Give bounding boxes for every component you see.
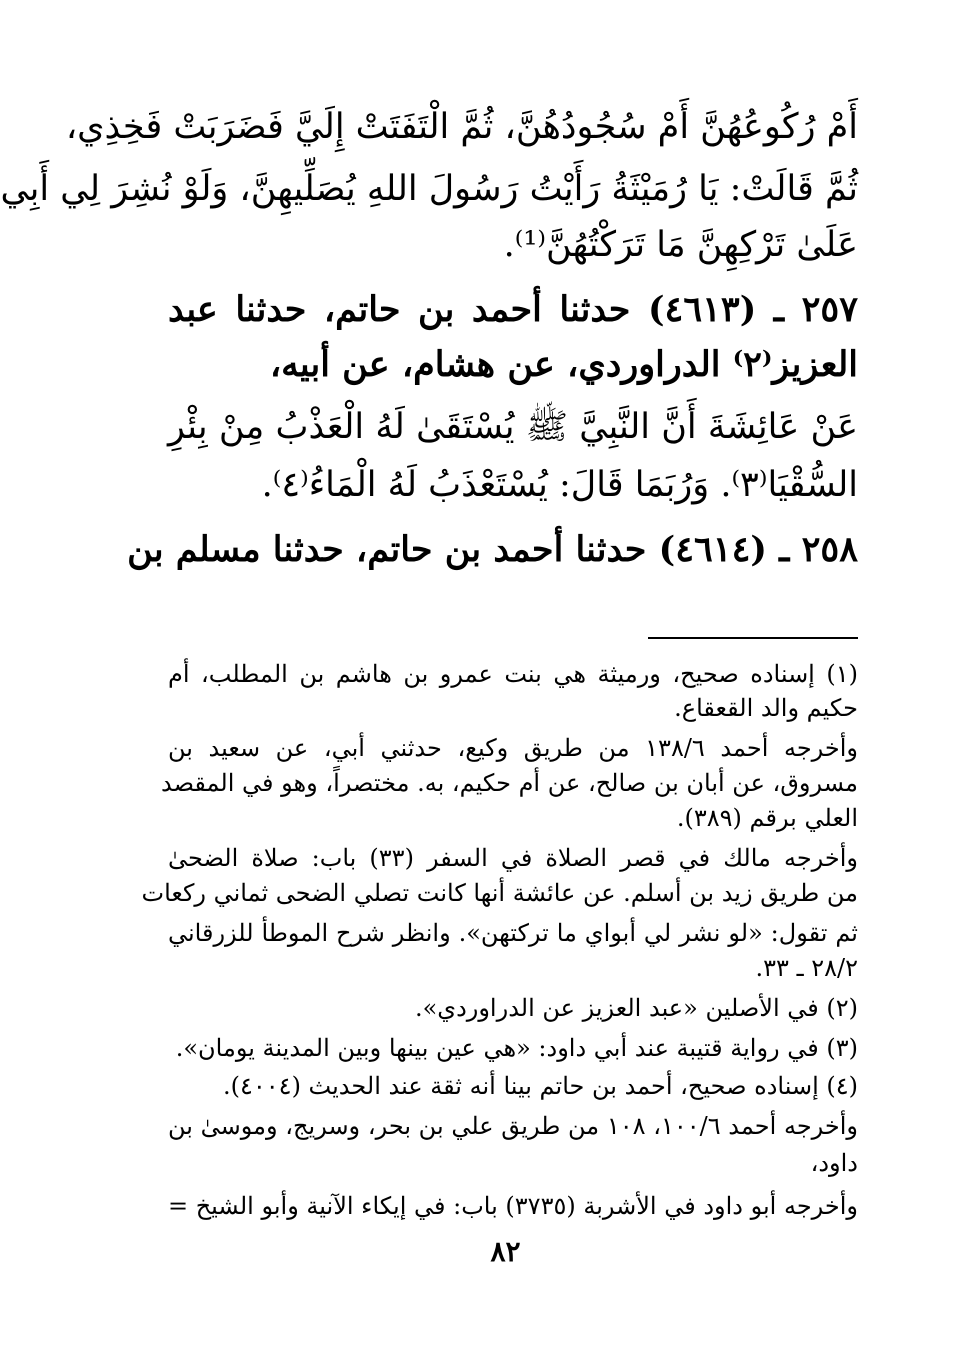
footnote-line: مسروق، عن أبان بن صالح، عن أم حكيم، به. مختصراً، وهو في المقصد <box>160 769 858 797</box>
footnote-line: وأخرجه أحمد ١٠٠/٦، ١٠٨ من طريق علي بن بحر، وسريج، وموسىٰ بن <box>168 1112 859 1140</box>
hadith-isnad-line: ٢٥٨ ـ (٤٦١٤) حدثنا أحمد بن حاتم، حدثنا مسلم بن <box>127 529 858 570</box>
hadith-matn-line: السُّقْيَا⁽٣⁾. وَرُبَمَا قَالَ: يُسْتَعْذَبُ لَهُ الْمَاءُ⁽٤⁾. <box>261 465 858 505</box>
footnote-line: (٣) في رواية قتيبة عند أبي داود: «هي عين بينها وبين المدينة يومان». <box>175 1034 858 1062</box>
footnote-line: وأخرجه مالك في قصر الصلاة في السفر (٣٣) باب: صلاة الضحىٰ <box>168 844 859 872</box>
footnote-line: وأخرجه أحمد ١٣٨/٦ من طريق وكيع، حدثني أبي، عن سعيد بن <box>168 734 858 762</box>
footnote-line: العلي برقم (٣٨٩). <box>676 804 858 832</box>
footnote-line: حكيم والد القعقاع. <box>674 694 858 722</box>
footnote-line: (١) إسناده صحيح، ورميثة هي بنت عمرو بن هاشم بن المطلب، أم <box>168 660 858 688</box>
main-text-line: ثُمَّ قَالَتْ: يَا رُمَيْثَةُ رَأَيْتُ رَسُولَ اللهِ يُصَلِّيهِنَّ، وَلَوْ نُشِرَ لِي أَبِي <box>0 169 858 209</box>
footnote-line: وأخرجه أبو داود في الأشربة (٣٧٣٥) باب: في إيكاء الآنية وأبو الشيخ = <box>167 1192 858 1220</box>
footnote-line: ٢٨/٢ ـ ٣٣. <box>755 954 858 982</box>
footnote-line: من طريق زيد بن أسلم. عن عائشة أنها كانت تصلي الضحى ثماني ركعات <box>141 879 858 907</box>
footnote-line: (٤) إسناده صحيح، أحمد بن حاتم بينا أنه ثقة عند الحديث (٤٠٠٤). <box>223 1072 858 1100</box>
footnote-line: ثم تقول: «لو نشر لي أبواي ما تركتهن». وانظر شرح الموطأ للزرقاني <box>168 919 858 947</box>
hadith-matn-line: عَنْ عَائِشَةَ أَنَّ النَّبِيَّ ﷺ يُسْتَقَىٰ لَهُ الْعَذْبُ مِنْ بِئْرِ <box>168 407 858 447</box>
main-text-line: عَلَىٰ تَرْكِهِنَّ مَا تَرَكْتُهُنَّ⁽¹⁾. <box>503 225 858 265</box>
footnote-line: (٢) في الأصلين «عبد العزيز عن الدراوردي». <box>414 994 858 1022</box>
main-text-line: أَمْ رُكُوعُهُنَّ أَمْ سُجُودُهُنَّ، ثُمَّ الْتَفَتَتْ إِلَيَّ فَضَرَبَتْ فَخِذِي، <box>65 107 858 147</box>
footnote-separator <box>648 637 858 639</box>
page-number: ٨٢ <box>490 1235 521 1268</box>
footnote-line: داود، <box>810 1149 858 1177</box>
hadith-isnad-line: العزيز⁽٢⁾ الدراوردي، عن هشام، عن أبيه، <box>269 344 858 385</box>
hadith-isnad-line: ٢٥٧ ـ (٤٦١٣) حدثنا أحمد بن حاتم، حدثنا عبد <box>168 289 859 330</box>
